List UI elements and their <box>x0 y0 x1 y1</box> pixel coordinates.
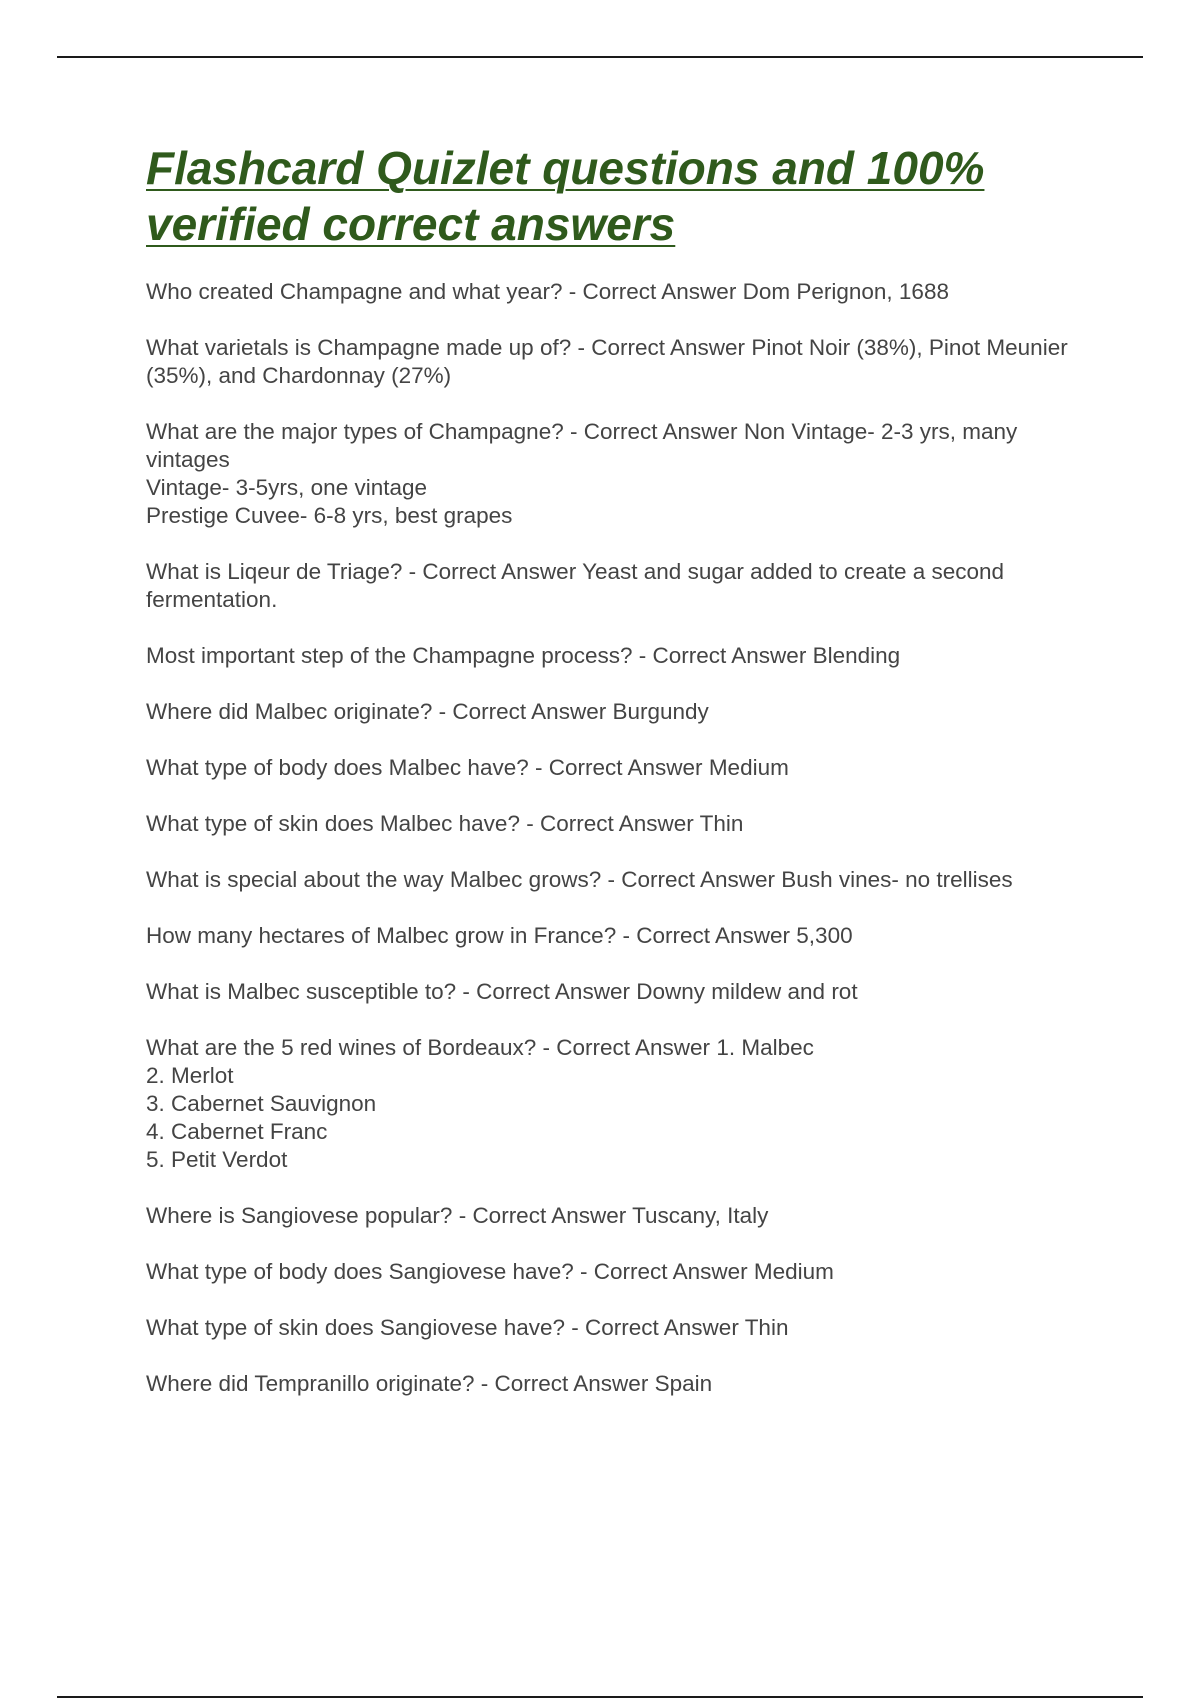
separator: - <box>519 811 540 836</box>
answer-label: Correct Answer <box>494 1371 649 1396</box>
answer-text: Downy mildew and rot <box>636 979 858 1004</box>
question-text: What is Malbec susceptible to? <box>146 979 457 1004</box>
separator: - <box>456 979 477 1004</box>
qa-item <box>146 810 1106 838</box>
document-body <box>146 140 1106 1426</box>
qa-line <box>146 698 1106 726</box>
qa-line <box>146 418 1106 474</box>
separator: - <box>573 1259 594 1284</box>
separator: - <box>571 335 592 360</box>
answer-text: Non Vintage- 2-3 yrs, many vintages <box>146 419 1018 472</box>
qa-line <box>146 754 1106 782</box>
question-text: What varietals is Champagne made up of? <box>146 335 572 360</box>
answer-line: Prestige Cuvee- 6-8 yrs, best grapes <box>146 503 513 528</box>
qa-line <box>146 866 1106 894</box>
qa-item <box>146 558 1106 614</box>
answer-label: Correct Answer <box>582 279 737 304</box>
qa-item <box>146 1202 1106 1230</box>
separator: - <box>563 419 584 444</box>
answer-text: 1. Malbec <box>716 1035 814 1060</box>
answer-text: Medium <box>708 755 789 780</box>
answer-text: Tuscany, Italy <box>632 1203 769 1228</box>
separator: - <box>632 643 653 668</box>
question-text: What are the 5 red wines of Bordeaux? <box>146 1035 537 1060</box>
answer-text: 5,300 <box>796 923 853 948</box>
qa-item <box>146 754 1106 782</box>
answer-label: Correct Answer <box>585 1315 739 1340</box>
qa-item <box>146 1258 1106 1286</box>
separator: - <box>536 1035 557 1060</box>
answer-text: Bush vines- no trellises <box>781 867 1013 892</box>
qa-item <box>146 418 1106 530</box>
answer-text: Yeast and sugar added to create a second fermentation. <box>146 559 1005 612</box>
answer-text: Burgundy <box>612 699 709 724</box>
question-text: Where did Tempranillo originate? <box>146 1371 475 1396</box>
answer-line: 4. Cabernet Franc <box>146 1119 328 1144</box>
qa-line <box>146 642 1106 670</box>
separator: - <box>601 867 622 892</box>
separator: - <box>402 559 423 584</box>
question-text: Most important step of the Champagne process? <box>146 643 633 668</box>
separator: - <box>565 1315 586 1340</box>
answer-text: Medium <box>753 1259 834 1284</box>
answer-text: Dom Perignon, 1688 <box>742 279 949 304</box>
question-text: Who created Champagne and what year? <box>146 279 563 304</box>
question-text: Where is Sangiovese popular? <box>146 1203 453 1228</box>
answer-text: Thin <box>699 811 744 836</box>
qa-item <box>146 922 1106 950</box>
document-title: Flashcard Quizlet questions and 100% verified correct answers <box>146 142 985 250</box>
qa-item <box>146 278 1106 306</box>
question-text: Where did Malbec originate? <box>146 699 433 724</box>
answer-label: Correct Answer <box>593 1259 748 1284</box>
qa-item <box>146 1370 1106 1398</box>
answer-text: Pinot Noir (38%), Pinot Meunier (35%), and Chardonnay (27%) <box>146 335 1068 388</box>
question-text: What is special about the way Malbec grows? <box>146 867 602 892</box>
qa-item <box>146 866 1106 894</box>
qa-item <box>146 1034 1106 1174</box>
qa-line <box>146 1258 1106 1286</box>
answer-label: Correct Answer <box>556 1035 711 1060</box>
answer-label: Correct Answer <box>591 335 746 360</box>
qa-line <box>146 1370 1106 1398</box>
qa-line <box>146 1314 1106 1342</box>
qa-line <box>146 558 1106 614</box>
qa-list <box>146 278 1106 1398</box>
answer-label: Correct Answer <box>539 811 694 836</box>
footer-rule <box>57 1696 1143 1698</box>
qa-line <box>146 810 1106 838</box>
answer-text: Thin <box>744 1315 789 1340</box>
question-text: What type of skin does Sangiovese have? <box>146 1315 566 1340</box>
qa-line <box>146 334 1106 390</box>
question-text: What type of skin does Malbec have? <box>146 811 520 836</box>
question-text: What is Liqeur de Triage? <box>146 559 403 584</box>
answer-line: 5. Petit Verdot <box>146 1147 288 1172</box>
qa-item <box>146 334 1106 390</box>
separator: - <box>616 923 637 948</box>
answer-label: Correct Answer <box>476 979 630 1004</box>
separator: - <box>528 755 549 780</box>
answer-text: Spain <box>654 1371 713 1396</box>
separator: - <box>432 699 453 724</box>
answer-line: Vintage- 3-5yrs, one vintage <box>146 475 428 500</box>
qa-line <box>146 1034 1106 1062</box>
answer-label: Correct Answer <box>472 1203 627 1228</box>
answer-line: 3. Cabernet Sauvignon <box>146 1091 377 1116</box>
answer-label: Correct Answer <box>422 559 577 584</box>
question-text: What are the major types of Champagne? <box>146 419 564 444</box>
question-text: What type of body does Malbec have? <box>146 755 529 780</box>
qa-item <box>146 1314 1106 1342</box>
answer-text: Blending <box>812 643 901 668</box>
answer-label: Correct Answer <box>548 755 703 780</box>
separator: - <box>474 1371 495 1396</box>
answer-line: 2. Merlot <box>146 1063 234 1088</box>
separator: - <box>562 279 583 304</box>
header-rule <box>57 56 1143 58</box>
qa-item <box>146 642 1106 670</box>
question-text: What type of body does Sangiovese have? <box>146 1259 574 1284</box>
answer-label: Correct Answer <box>583 419 738 444</box>
question-text: How many hectares of Malbec grow in France? <box>146 923 617 948</box>
answer-label: Correct Answer <box>636 923 791 948</box>
separator: - <box>452 1203 473 1228</box>
qa-line <box>146 278 1106 306</box>
qa-line <box>146 1202 1106 1230</box>
qa-line <box>146 922 1106 950</box>
qa-item <box>146 698 1106 726</box>
answer-label: Correct Answer <box>652 643 807 668</box>
qa-line <box>146 978 1106 1006</box>
answer-label: Correct Answer <box>621 867 776 892</box>
answer-label: Correct Answer <box>452 699 607 724</box>
qa-item <box>146 978 1106 1006</box>
